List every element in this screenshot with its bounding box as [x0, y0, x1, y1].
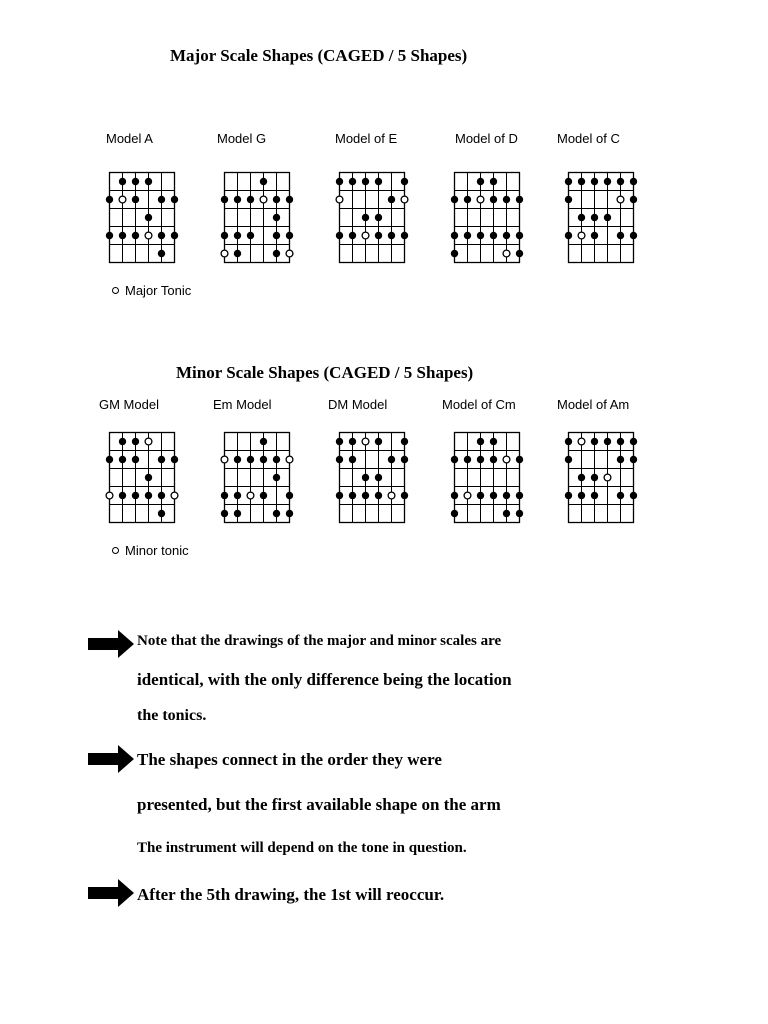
- scale-note-marker: [591, 232, 598, 239]
- scale-note-marker: [362, 214, 369, 221]
- scale-note-marker: [234, 196, 241, 203]
- tonic-marker: [286, 250, 293, 257]
- scale-note-marker: [158, 456, 165, 463]
- tonic-marker: [286, 456, 293, 463]
- diagram-label: Model G: [217, 131, 267, 146]
- open-circle-icon: [112, 547, 119, 554]
- fretboard-diagram: [453, 431, 521, 525]
- scale-note-marker: [362, 492, 369, 499]
- scale-note-marker: [375, 492, 382, 499]
- scale-note-marker: [234, 492, 241, 499]
- fretboard-diagram: [108, 171, 176, 265]
- scale-note-marker: [477, 438, 484, 445]
- tonic-marker: [362, 232, 369, 239]
- scale-note-marker: [286, 196, 293, 203]
- scale-note-marker: [401, 438, 408, 445]
- scale-note-marker: [401, 232, 408, 239]
- arrow-right-icon: [88, 745, 134, 773]
- scale-note-marker: [451, 492, 458, 499]
- scale-note-marker: [158, 492, 165, 499]
- fretboard-diagram: [223, 171, 291, 265]
- scale-note-marker: [336, 178, 343, 185]
- scale-note-marker: [388, 196, 395, 203]
- scale-note-marker: [260, 438, 267, 445]
- scale-note-marker: [516, 196, 523, 203]
- scale-note-marker: [617, 492, 624, 499]
- diagram-label: Model of Cm: [442, 397, 516, 412]
- tonic-marker: [604, 474, 611, 481]
- scale-note-marker: [630, 456, 637, 463]
- scale-note-marker: [516, 492, 523, 499]
- legend-label: Minor tonic: [125, 543, 189, 558]
- scale-note-marker: [106, 456, 113, 463]
- tonic-marker: [401, 196, 408, 203]
- diagram-label: Model A: [106, 131, 153, 146]
- scale-note-marker: [260, 456, 267, 463]
- scale-note-marker: [132, 456, 139, 463]
- scale-note-marker: [516, 510, 523, 517]
- open-circle-icon: [112, 287, 119, 294]
- fretboard-diagram: [453, 171, 521, 265]
- scale-note-marker: [349, 456, 356, 463]
- scale-note-marker: [234, 232, 241, 239]
- scale-note-marker: [286, 232, 293, 239]
- tonic-marker: [388, 492, 395, 499]
- scale-note-marker: [477, 178, 484, 185]
- scale-note-marker: [591, 492, 598, 499]
- diagram-label: Model of E: [335, 131, 398, 146]
- scale-note-marker: [158, 232, 165, 239]
- fretboard-diagram: [338, 171, 406, 265]
- scale-note-marker: [490, 196, 497, 203]
- scale-note-marker: [451, 196, 458, 203]
- scale-note-marker: [477, 232, 484, 239]
- diagram-label: Em Model: [213, 397, 272, 412]
- scale-note-marker: [119, 178, 126, 185]
- scale-note-marker: [106, 196, 113, 203]
- scale-note-marker: [336, 456, 343, 463]
- scale-note-marker: [158, 510, 165, 517]
- scale-note-marker: [234, 510, 241, 517]
- scale-note-marker: [273, 196, 280, 203]
- scale-note-marker: [490, 178, 497, 185]
- scale-note-marker: [516, 456, 523, 463]
- scale-note-marker: [464, 196, 471, 203]
- note-line: The shapes connect in the order they were: [137, 750, 442, 769]
- scale-note-marker: [119, 492, 126, 499]
- scale-note-marker: [477, 492, 484, 499]
- fretboard-diagram: [567, 431, 635, 525]
- diagram-label: Model of C: [557, 131, 620, 146]
- scale-note-marker: [516, 250, 523, 257]
- scale-note-marker: [106, 232, 113, 239]
- scale-note-marker: [145, 474, 152, 481]
- scale-note-marker: [273, 456, 280, 463]
- note-line: the tonics.: [137, 707, 207, 724]
- scale-note-marker: [145, 178, 152, 185]
- scale-note-marker: [171, 196, 178, 203]
- fretboard-diagram: [567, 171, 635, 265]
- tonic-marker: [260, 196, 267, 203]
- tonic-marker: [503, 250, 510, 257]
- scale-note-marker: [247, 196, 254, 203]
- note-line: presented, but the first available shape on the arm: [137, 795, 501, 814]
- tonic-marker: [362, 438, 369, 445]
- scale-note-marker: [591, 178, 598, 185]
- scale-note-marker: [565, 196, 572, 203]
- scale-note-marker: [503, 510, 510, 517]
- scale-note-marker: [604, 214, 611, 221]
- scale-note-marker: [260, 178, 267, 185]
- scale-note-marker: [630, 438, 637, 445]
- scale-note-marker: [273, 232, 280, 239]
- tonic-marker: [106, 492, 113, 499]
- scale-note-marker: [388, 456, 395, 463]
- scale-note-marker: [221, 232, 228, 239]
- scale-note-marker: [286, 510, 293, 517]
- tonic-marker: [336, 196, 343, 203]
- scale-note-marker: [451, 510, 458, 517]
- diagram-label: Model of D: [455, 131, 518, 146]
- scale-note-marker: [336, 438, 343, 445]
- scale-note-marker: [451, 456, 458, 463]
- tonic-marker: [145, 232, 152, 239]
- scale-note-marker: [604, 438, 611, 445]
- scale-note-marker: [630, 196, 637, 203]
- scale-note-marker: [132, 178, 139, 185]
- scale-note-marker: [158, 196, 165, 203]
- note-line: After the 5th drawing, the 1st will reoccur.: [137, 885, 445, 904]
- scale-note-marker: [578, 492, 585, 499]
- scale-note-marker: [286, 492, 293, 499]
- scale-note-marker: [349, 438, 356, 445]
- minor-section-title: Minor Scale Shapes (CAGED / 5 Shapes): [176, 363, 474, 382]
- diagram-label: DM Model: [328, 397, 388, 412]
- tonic-marker: [221, 456, 228, 463]
- note-line: The instrument will depend on the tone in question.: [137, 840, 467, 856]
- diagram-label: Model of Am: [557, 397, 630, 412]
- scale-note-marker: [617, 456, 624, 463]
- scale-note-marker: [490, 438, 497, 445]
- scale-note-marker: [132, 492, 139, 499]
- scale-note-marker: [247, 232, 254, 239]
- major-section-title: Major Scale Shapes (CAGED / 5 Shapes): [170, 46, 468, 65]
- tonic-marker: [578, 438, 585, 445]
- scale-note-marker: [273, 250, 280, 257]
- tonic-marker: [464, 492, 471, 499]
- fretboard-diagram: [223, 431, 291, 525]
- scale-note-marker: [630, 178, 637, 185]
- scale-note-marker: [119, 438, 126, 445]
- note-line: identical, with the only difference being the location: [137, 670, 512, 689]
- scale-note-marker: [617, 232, 624, 239]
- tonic-marker: [145, 438, 152, 445]
- scale-note-marker: [375, 214, 382, 221]
- scale-note-marker: [234, 250, 241, 257]
- scale-note-marker: [336, 232, 343, 239]
- scale-note-marker: [630, 232, 637, 239]
- scale-note-marker: [234, 456, 241, 463]
- fretboard-diagram: [108, 431, 176, 525]
- scale-note-marker: [617, 438, 624, 445]
- scale-note-marker: [451, 250, 458, 257]
- note-line: Note that the drawings of the major and minor scales are: [137, 633, 502, 649]
- diagram-label: GM Model: [99, 397, 159, 412]
- scale-note-marker: [477, 456, 484, 463]
- scale-note-marker: [221, 492, 228, 499]
- scale-note-marker: [604, 178, 611, 185]
- tonic-marker: [221, 250, 228, 257]
- scale-note-marker: [145, 492, 152, 499]
- scale-note-marker: [464, 456, 471, 463]
- scale-note-marker: [401, 492, 408, 499]
- scale-note-marker: [132, 232, 139, 239]
- scale-note-marker: [158, 250, 165, 257]
- minor-tonic-legend: [112, 543, 189, 558]
- scale-note-marker: [349, 178, 356, 185]
- scale-note-marker: [119, 232, 126, 239]
- scale-note-marker: [375, 438, 382, 445]
- scale-note-marker: [132, 196, 139, 203]
- scale-note-marker: [171, 232, 178, 239]
- scale-note-marker: [565, 456, 572, 463]
- arrow-right-icon: [88, 879, 134, 907]
- scale-note-marker: [490, 492, 497, 499]
- scale-note-marker: [591, 438, 598, 445]
- scale-note-marker: [273, 214, 280, 221]
- scale-note-marker: [490, 456, 497, 463]
- scale-note-marker: [273, 510, 280, 517]
- scale-note-marker: [362, 178, 369, 185]
- scale-note-marker: [388, 232, 395, 239]
- scale-note-marker: [145, 214, 152, 221]
- major-tonic-legend: [112, 283, 191, 298]
- scale-note-marker: [375, 178, 382, 185]
- scale-note-marker: [565, 232, 572, 239]
- tonic-marker: [578, 232, 585, 239]
- tonic-marker: [119, 196, 126, 203]
- scale-note-marker: [401, 178, 408, 185]
- scale-note-marker: [362, 474, 369, 481]
- scale-note-marker: [260, 492, 267, 499]
- scale-note-marker: [375, 232, 382, 239]
- scale-note-marker: [273, 474, 280, 481]
- scale-note-marker: [401, 456, 408, 463]
- scale-note-marker: [349, 492, 356, 499]
- scale-note-marker: [464, 232, 471, 239]
- scale-note-marker: [375, 474, 382, 481]
- tonic-marker: [617, 196, 624, 203]
- scale-note-marker: [578, 178, 585, 185]
- tonic-marker: [503, 456, 510, 463]
- scale-note-marker: [247, 456, 254, 463]
- tonic-marker: [171, 492, 178, 499]
- scale-note-marker: [591, 214, 598, 221]
- scale-note-marker: [578, 474, 585, 481]
- scale-note-marker: [171, 456, 178, 463]
- scale-note-marker: [349, 232, 356, 239]
- scale-note-marker: [503, 196, 510, 203]
- legend-label: Major Tonic: [125, 283, 192, 298]
- tonic-marker: [247, 492, 254, 499]
- scale-note-marker: [503, 232, 510, 239]
- scale-note-marker: [451, 232, 458, 239]
- scale-note-marker: [565, 438, 572, 445]
- scale-note-marker: [578, 214, 585, 221]
- tonic-marker: [477, 196, 484, 203]
- scale-note-marker: [221, 196, 228, 203]
- scale-note-marker: [565, 492, 572, 499]
- scale-note-marker: [630, 492, 637, 499]
- scale-note-marker: [119, 456, 126, 463]
- scale-note-marker: [221, 510, 228, 517]
- scale-note-marker: [490, 232, 497, 239]
- scale-note-marker: [132, 438, 139, 445]
- scale-note-marker: [336, 492, 343, 499]
- fretboard-diagram: [338, 431, 406, 525]
- scale-note-marker: [565, 178, 572, 185]
- scale-note-marker: [617, 178, 624, 185]
- scale-note-marker: [591, 474, 598, 481]
- scale-note-marker: [516, 232, 523, 239]
- arrow-right-icon: [88, 630, 134, 658]
- scale-note-marker: [503, 492, 510, 499]
